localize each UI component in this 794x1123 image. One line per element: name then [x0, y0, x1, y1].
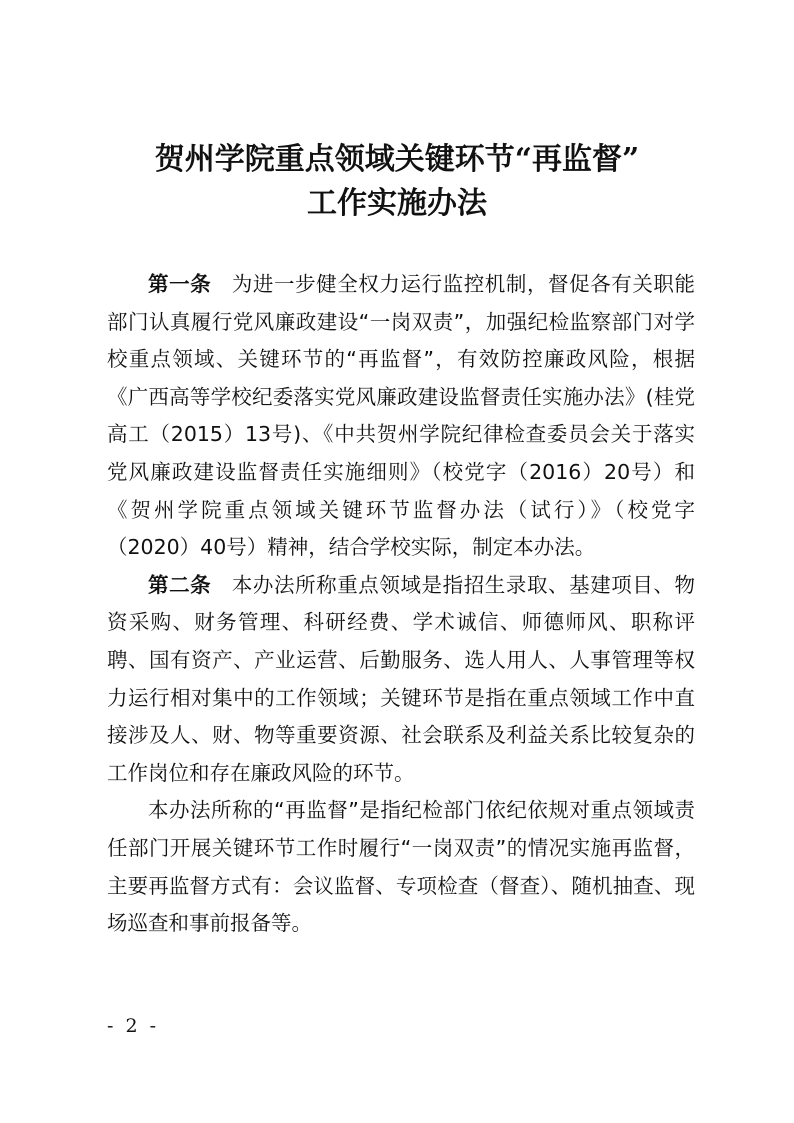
article-2-paragraph [107, 567, 695, 793]
article-2-text: 本办法所称重点领域是指招生录取、基建项目、物资采购、财务管理、科研经费、学术诚信、师德师风、职称评聘、国有资产、产业运营、后勤服务、选人用人、人事管理等权力运行相对集中的工作领域；关键环节是指在重点领域工作中直接涉及人、财、物等重要资源、社会联系及利益关系比较复杂的工作岗位和存在廉政风险的环节。 [107, 572, 696, 785]
article-1-text: 为进一步健全权力运行监控机制，督促各有关职能部门认真履行党风廉政建设“一岗双责”，加强纪检监察部门对学校重点领域、关键环节的“再监督”，有效防控廉政风险，根据《广西高等学校纪委落实党风廉政建设监督责任实施办法》(桂党高工（2015）13号)、《中共贺州学院纪律检查委员会关于落实党风廉政建设监督责任实施细则》（校党字（2016）20号）和《贺州学院重点领域关键环节监督办法（试行）》（校党字（2020）40号）精神，结合学校实际，制定本办法。 [107, 272, 696, 560]
page-number: - 2 - [107, 1015, 160, 1037]
paragraph-3: 本办法所称的“再监督”是指纪检部门依纪依规对重点领域责任部门开展关键环节工作时履行“一岗双责”的情况实施再监督，主要再监督方式有：会议监督、专项检查（督查）、随机抽查、现场巡查和事前报备等。 [107, 798, 695, 936]
article-2-label: 第二条 [148, 572, 212, 597]
document-body [107, 266, 695, 943]
article-1-paragraph [107, 266, 695, 567]
document-title-line1: 贺州学院重点领域关键环节“再监督” [154, 142, 640, 177]
article-1-label: 第一条 [148, 272, 212, 296]
document-title-line2: 工作实施办法 [307, 186, 487, 221]
